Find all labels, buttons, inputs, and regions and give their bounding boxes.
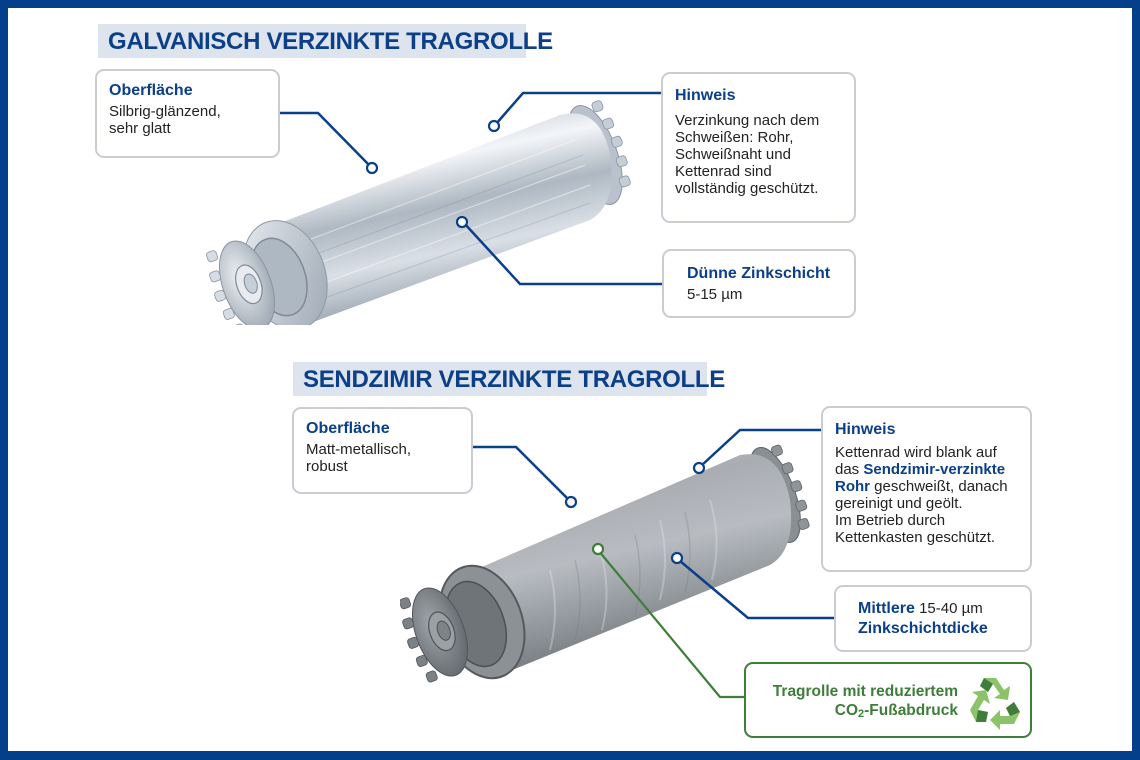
callout-text: Kettenrad wird blank auf — [835, 444, 997, 461]
eco-text-part: CO — [834, 702, 858, 719]
callout-surface-sendzimir — [292, 407, 473, 494]
callout-text: Silbrig-glänzend, — [109, 103, 221, 120]
zinc-thickness-value: 5-15 µm — [687, 286, 743, 303]
section-title-text: SENDZIMIR VERZINKTE TRAGROLLE — [303, 366, 725, 393]
eco-text — [773, 682, 958, 724]
callout-text: Matt-metallisch, — [306, 441, 412, 458]
callout-text: robust — [306, 458, 348, 475]
callout-heading: Zinkschichtdicke — [858, 620, 988, 637]
callout-text: vollständig geschützt. — [675, 180, 819, 197]
eco-text-part: -Fußabdruck — [864, 702, 958, 719]
recycle-icon — [964, 672, 1022, 730]
callout-note-sendzimir — [821, 406, 1032, 572]
callout-heading: Hinweis — [835, 421, 896, 438]
callout-text: Verzinkung nach dem — [675, 112, 820, 129]
callout-heading: Hinweis — [675, 87, 736, 104]
callout-heading: Oberfläche — [109, 82, 193, 99]
callout-text-part: das — [835, 461, 864, 478]
callout-heading: Mittlere — [858, 600, 915, 617]
callout-text: Schweißnaht und — [675, 146, 791, 163]
callout-highlight: Sendzimir-verzinkte — [863, 461, 1006, 478]
callout-text — [835, 478, 1018, 495]
callout-text: sehr glatt — [109, 120, 171, 137]
callout-text: Im Betrieb durch — [835, 512, 946, 529]
callout-heading: Dünne Zinkschicht — [687, 265, 831, 282]
callout-text: Kettenrad sind — [675, 163, 772, 180]
callout-heading: Oberfläche — [306, 420, 390, 437]
callout-highlight: Rohr — [835, 478, 870, 495]
callout-eco — [744, 662, 1032, 738]
callout-text-part: geschweißt, danach — [870, 478, 1008, 495]
callout-text — [835, 461, 1018, 478]
eco-text-line: Tragrolle mit reduziertem — [772, 683, 958, 700]
eco-text-line — [773, 701, 958, 724]
section-title-text: GALVANISCH VERZINKTE TRAGROLLE — [108, 28, 553, 55]
callout-text: gereinigt und geölt. — [835, 495, 963, 512]
zinc-thickness-value: 15-40 µm — [919, 600, 983, 617]
zinc-thickness-line — [858, 599, 1030, 619]
callout-zinc-sendzimir — [834, 585, 1032, 652]
eco-subscript: 2 — [858, 708, 865, 720]
callout-text: Kettenkasten geschützt. — [835, 529, 996, 546]
callout-text: Schweißen: Rohr, — [675, 129, 794, 146]
